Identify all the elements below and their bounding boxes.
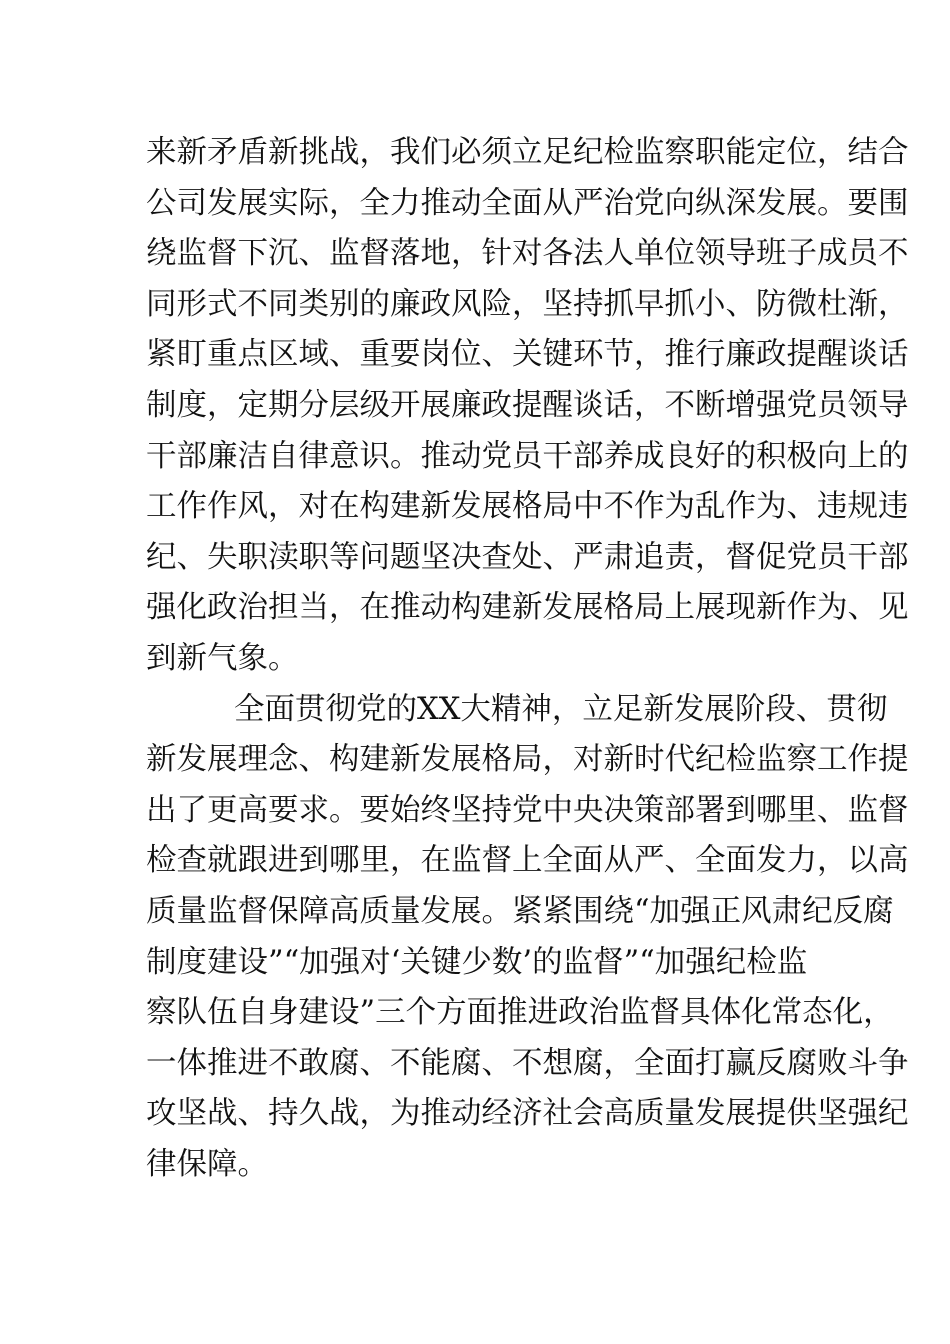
paragraph-1 xyxy=(146,128,909,685)
text-line: 一体推进不敢腐、不能腐、不想腐，全面打赢反腐败斗争 xyxy=(146,1045,909,1081)
text-line: 新发展理念、构建新发展格局，对新时代纪检监察工作提 xyxy=(146,742,909,778)
text-line: 全面贯彻党的XX大精神，立足新发展阶段、贯彻 xyxy=(234,691,888,727)
text-line: 同形式不同类别的廉政风险，坚持抓早抓小、防微杜渐， xyxy=(146,286,909,322)
text-line: 制度，定期分层级开展廉政提醒谈话，不断增强党员领导 xyxy=(146,387,909,423)
text-line: 干部廉洁自律意识。推动党员干部养成良好的积极向上的 xyxy=(146,438,909,474)
text-line: 察队伍自身建设”三个方面推进政治监督具体化常态化， xyxy=(146,995,894,1031)
text-line: 工作作风，对在构建新发展格局中不作为乱作为、违规违 xyxy=(146,489,909,525)
document-body xyxy=(146,128,909,1190)
text-line: 绕监督下沉、监督落地，针对各法人单位领导班子成员不 xyxy=(146,236,909,272)
text-line: 纪、失职渎职等问题坚决查处、严肃追责，督促党员干部 xyxy=(146,539,909,575)
text-line: 出了更高要求。要始终坚持党中央决策部署到哪里、监督 xyxy=(146,792,909,828)
text-line: 到新气象。 xyxy=(146,640,299,676)
text-line: 攻坚战、持久战，为推动经济社会高质量发展提供坚强纪 xyxy=(146,1096,909,1132)
text-line: 公司发展实际，全力推动全面从严治党向纵深发展。要围 xyxy=(146,185,909,221)
text-line: 来新矛盾新挑战，我们必须立足纪检监察职能定位，结合 xyxy=(146,135,909,170)
text-line: 紧盯重点区域、重要岗位、关键环节，推行廉政提醒谈话 xyxy=(146,337,909,373)
text-line: 检查就跟进到哪里，在监督上全面从严、全面发力，以高 xyxy=(146,843,909,879)
text-line: 律保障。 xyxy=(146,1146,268,1182)
text-line: 制度建设”“加强对‘关键少数’的监督”“加强纪检监 xyxy=(146,944,808,980)
text-line: 强化政治担当，在推动构建新发展格局上展现新作为、见 xyxy=(146,590,909,626)
text-line: 质量监督保障高质量发展。紧紧围绕“加强正风肃纪反腐 xyxy=(146,893,894,929)
paragraph-2 xyxy=(146,685,909,1191)
